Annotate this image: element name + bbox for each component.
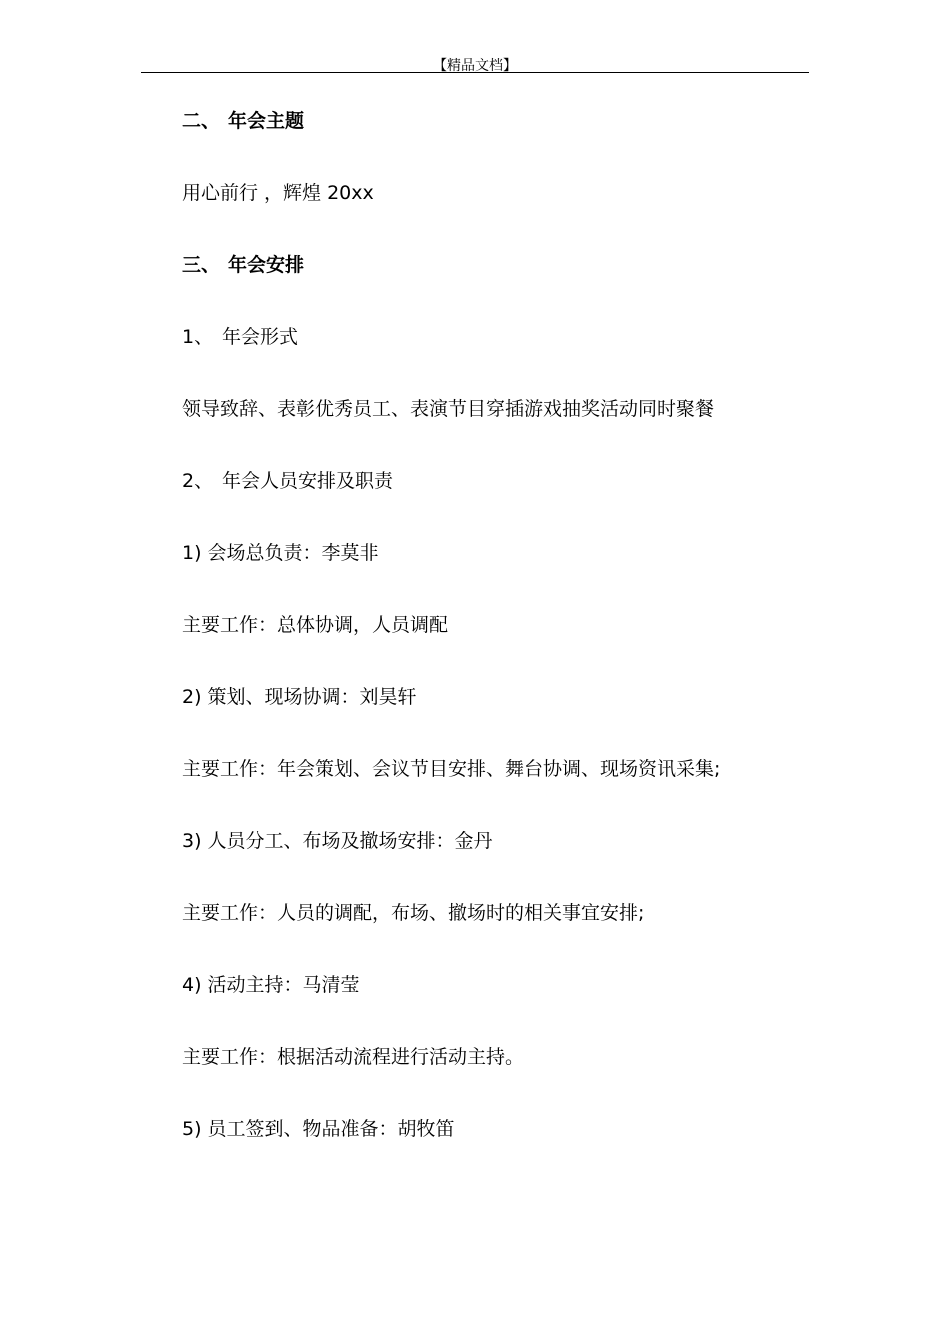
- item1-text: 领导致辞、表彰优秀员工、表演节目穿插游戏抽奖活动同时聚餐: [182, 398, 715, 420]
- arrangement-heading-number: 三、: [182, 254, 221, 276]
- role-duty: 主要工作：根据活动流程进行活动主持。: [182, 1046, 525, 1068]
- theme-heading: [182, 108, 304, 134]
- role-label: 4) 活动主持：马清莹: [182, 974, 360, 996]
- theme-heading-title: 年会主题: [228, 110, 305, 132]
- item2-number: 2、: [182, 470, 214, 492]
- theme-heading-number: 二、: [182, 110, 221, 132]
- item1-title: 年会形式: [222, 326, 299, 348]
- role-label: 1) 会场总负责：李莫非: [182, 542, 379, 564]
- role-duty: 主要工作：人员的调配，布场、撤场时的相关事宜安排;: [182, 902, 645, 924]
- role-label: 2) 策划、现场协调：刘昊轩: [182, 686, 417, 708]
- item2-heading: [182, 468, 393, 494]
- role-label: 5) 员工签到、物品准备：胡牧笛: [182, 1118, 455, 1140]
- arrangement-heading-title: 年会安排: [228, 254, 305, 276]
- item1-heading: [182, 324, 298, 350]
- arrangement-heading: [182, 252, 304, 278]
- role-label: 3) 人员分工、布场及撤场安排：金丹: [182, 830, 493, 852]
- item2-title: 年会人员安排及职责: [222, 470, 394, 492]
- header-rule: [141, 72, 809, 73]
- page-header-title: 【精品文档】: [433, 58, 517, 74]
- theme-text: 用心前行 ，辉煌 20xx: [182, 182, 374, 204]
- role-duty: 主要工作：年会策划、会议节目安排、舞台协调、现场资讯采集;: [182, 758, 721, 780]
- role-duty: 主要工作：总体协调，人员调配: [182, 614, 449, 636]
- item1-number: 1、: [182, 326, 214, 348]
